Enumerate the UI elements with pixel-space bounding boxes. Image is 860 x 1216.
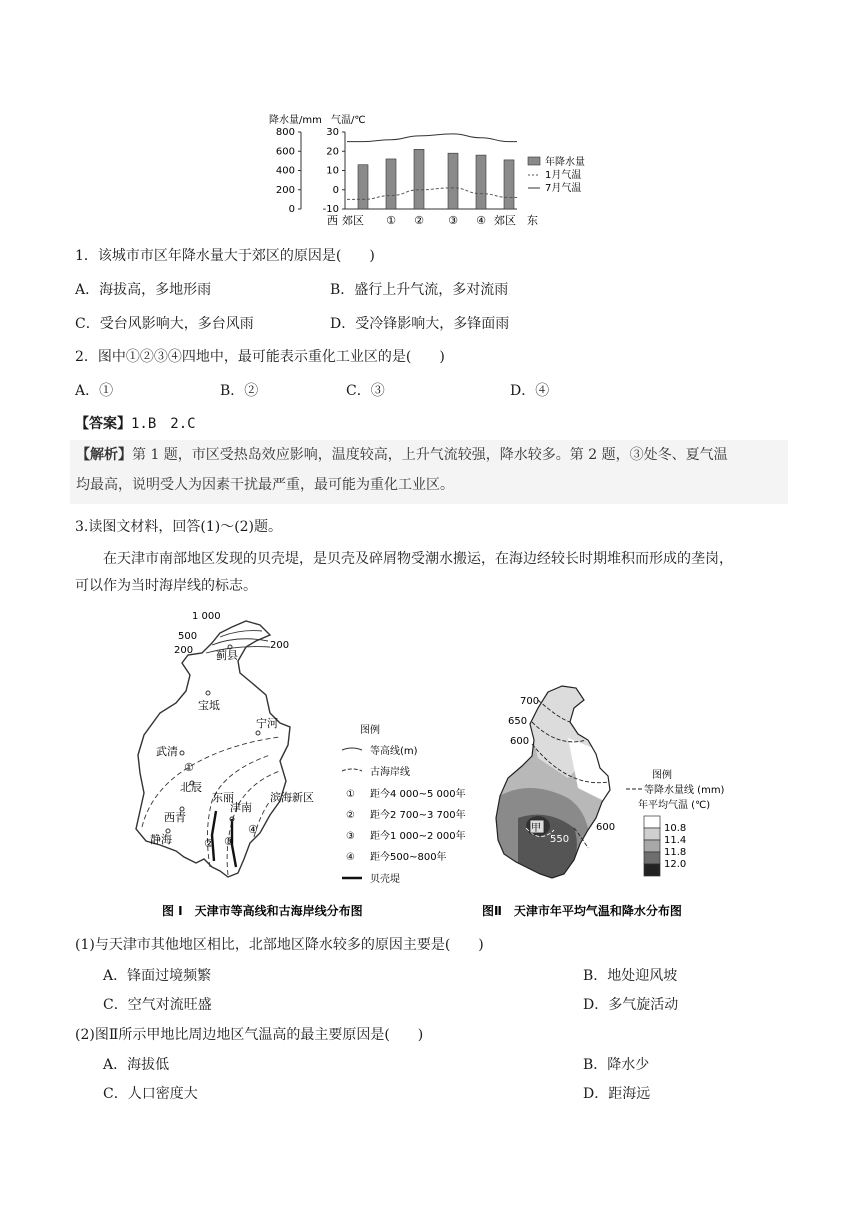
x-tick-label: ③ — [448, 214, 458, 227]
x-tick-label: ② — [414, 214, 424, 227]
q3-para-1: 在天津市南部地区发现的贝壳堤，是贝壳及碎屑物受潮水搬运，在海边经较长时期堆积而形成的垄岗， — [103, 551, 733, 567]
map1-legend-sym1: ① — [346, 789, 355, 800]
place-dongli: 东丽 — [212, 791, 234, 804]
place-xiqing: 西青 — [164, 811, 186, 824]
place-jinghai: 静海 — [150, 833, 172, 846]
map1-legend-coastline: 古海岸线 — [370, 767, 410, 778]
map1-legend-title: 图例 — [360, 725, 380, 736]
iso-label-700: 700 — [520, 696, 540, 707]
x-tick-label: 东 — [527, 214, 538, 227]
sub1-option-b[interactable]: B．地处迎风坡 — [583, 968, 678, 984]
precip-bar — [358, 165, 368, 209]
legend-swatch-precip — [528, 157, 540, 165]
map1-legend-4: 距今500~800年 — [370, 852, 447, 863]
iso-label-550: 550 — [550, 834, 570, 845]
map-tianjin-contours — [120, 605, 470, 925]
y-right-tick-label: 0 — [332, 184, 339, 196]
place-ninghe: 宁河 — [256, 717, 278, 730]
contour-label-200-west: 200 — [174, 645, 194, 656]
answer-text: 1.B 2.C — [131, 416, 196, 432]
precip-bar — [448, 153, 458, 209]
series-line-july — [347, 134, 517, 142]
contour-label-500: 500 — [178, 631, 198, 642]
q2-stem: 2．图中①②③④四地中，最可能表示重化工业区的是( ) — [75, 349, 445, 365]
q2-option-c[interactable]: C．③ — [346, 383, 385, 399]
y-left-tick-label: 200 — [275, 184, 295, 196]
map2-caption: 图Ⅱ 天津市年平均气温和降水分布图 — [482, 904, 682, 918]
sub2-option-c[interactable]: C．人口密度大 — [103, 1086, 198, 1102]
sub1-option-c[interactable]: C．空气对流旺盛 — [103, 997, 212, 1013]
temp-break-1: 10.8 — [664, 823, 687, 834]
iso-label-650: 650 — [508, 716, 528, 727]
q3-title: 3.读图文材料，回答(1)～(2)题。 — [75, 519, 283, 535]
place-jixian: 蓟县 — [216, 649, 238, 662]
temp-break-2: 11.4 — [664, 835, 687, 846]
q1-stem: 1．该城市市区年降水量大于郊区的原因是( ) — [75, 248, 375, 264]
marker-4: ④ — [248, 823, 258, 836]
temp-break-3: 11.8 — [664, 847, 687, 858]
temp-swatch-3 — [644, 852, 660, 864]
y-left-tick-label: 400 — [275, 165, 295, 177]
marker-2: ② — [204, 837, 214, 850]
x-tick-label: ① — [386, 214, 396, 227]
analysis-line2: 均最高，说明受人为因素干扰最严重，最可能为重化工业区。 — [76, 477, 454, 493]
map2-fill — [478, 678, 638, 898]
y-right-tick-label: 20 — [326, 146, 339, 158]
y-left-tick-label: 800 — [275, 127, 295, 138]
map-tianjin-climate — [478, 678, 790, 926]
map1-legend-2: 距今2 700~3 700年 — [370, 810, 466, 821]
place-wuqing: 武清 — [156, 745, 178, 758]
sub1-option-a[interactable]: A．锋面过境频繁 — [103, 968, 212, 984]
legend-jan: 1月气温 — [545, 170, 582, 181]
answer — [75, 414, 196, 434]
precip-bar — [504, 160, 514, 209]
place-beichen: 北辰 — [180, 781, 202, 794]
climate-chart-svg — [265, 108, 600, 230]
sub2-stem: (2)图Ⅱ所示甲地比周边地区气温高的最主要原因是( ) — [75, 1027, 424, 1043]
q2-option-b[interactable]: B．② — [220, 383, 259, 399]
analysis-box — [70, 440, 788, 504]
contour-label-200-east: 200 — [270, 640, 290, 651]
legend-jul: 7月气温 — [545, 183, 582, 194]
map1-legend-sym3: ③ — [346, 831, 355, 842]
q2-option-a[interactable]: A．① — [75, 383, 114, 399]
precip-bar — [386, 159, 396, 209]
q1-option-a[interactable]: A．海拔高，多地形雨 — [75, 282, 212, 298]
map1-legend-3: 距今1 000~2 000年 — [370, 831, 466, 842]
map1-legend-contour: 等高线(m) — [370, 746, 418, 757]
sub2-option-a[interactable]: A．海拔低 — [103, 1057, 170, 1073]
map1-legend-1: 距今4 000~5 000年 — [370, 789, 466, 800]
legend-sym-contour — [342, 748, 362, 750]
climate-chart — [265, 108, 600, 230]
q3-para-2: 可以作为当时海岸线的标志。 — [75, 578, 257, 594]
answer-label: 【答案】 — [75, 416, 131, 432]
iso-label-600-se: 600 — [596, 822, 616, 833]
q1-option-c[interactable]: C．受台风影响大，多台风雨 — [75, 316, 254, 332]
y-right-tick-label: -10 — [322, 204, 339, 215]
temp-swatch-4 — [644, 864, 660, 876]
q1-option-d[interactable]: D．受冷锋影响大，多锋面雨 — [330, 316, 510, 332]
y-right-tick-label: 30 — [326, 127, 339, 138]
precip-bar — [414, 149, 424, 209]
y-left-tick-label: 600 — [275, 146, 295, 158]
place-binhai: 滨海新区 — [270, 791, 314, 804]
iso-label-600: 600 — [510, 736, 530, 747]
precip-bar — [476, 155, 486, 209]
series-line-january — [347, 188, 517, 200]
temp-break-4: 12.0 — [664, 859, 687, 870]
sub1-option-d[interactable]: D．多气旋活动 — [583, 997, 679, 1013]
analysis-text-1: 第 1 题，市区受热岛效应影响，温度较高，上升气流较强，降水较多。第 2 题，③处冬、夏气温 — [132, 447, 728, 463]
temp-swatch-2 — [644, 840, 660, 852]
temp-swatch-0 — [644, 816, 660, 828]
q2-option-d[interactable]: D．④ — [510, 383, 550, 399]
sub2-option-d[interactable]: D．距海远 — [583, 1086, 651, 1102]
sub2-option-b[interactable]: B．降水少 — [583, 1057, 650, 1073]
x-tick-label: 郊区 — [494, 214, 516, 227]
map1-caption: 图 Ⅰ 天津市等高线和古海岸线分布图 — [162, 904, 363, 918]
map1-svg — [120, 605, 470, 925]
map1-legend-shell: 贝壳堤 — [370, 874, 400, 885]
y-right-title: 气温/℃ — [331, 115, 366, 126]
marker-3: ③ — [224, 835, 234, 848]
map2-svg — [478, 678, 790, 926]
q1-option-b[interactable]: B．盛行上升气流，多对流雨 — [330, 282, 509, 298]
y-left-title: 降水量/mm — [269, 115, 322, 126]
y-left-tick-label: 0 — [288, 204, 295, 215]
x-tick-label: ④ — [476, 214, 486, 227]
x-tick-label: 西 — [327, 214, 338, 227]
map1-legend-sym2: ② — [346, 810, 355, 821]
map1-legend-sym4: ④ — [346, 852, 355, 863]
analysis-label: 【解析】 — [76, 447, 132, 463]
marker-1: ① — [184, 761, 194, 774]
place-jinnan: 津南 — [230, 801, 252, 814]
jia-label: 甲 — [531, 823, 541, 834]
map2-legend-temp: 年平均气温 (℃) — [638, 800, 711, 811]
map2-legend-title: 图例 — [652, 770, 672, 781]
x-tick-label: 郊区 — [342, 214, 364, 227]
temp-swatch-1 — [644, 828, 660, 840]
sub1-stem: (1)与天津市其他地区相比，北部地区降水较多的原因主要是( ) — [75, 937, 484, 953]
map2-legend-isohyet: 等降水量线 (mm) — [644, 785, 725, 796]
legend-sym-coastline — [342, 769, 362, 771]
analysis-line1 — [70, 440, 788, 470]
legend-precip: 年降水量 — [545, 157, 585, 168]
y-right-tick-label: 10 — [326, 165, 339, 177]
place-baodi: 宝坻 — [198, 699, 220, 712]
contour-label-1000: 1 000 — [192, 611, 221, 622]
